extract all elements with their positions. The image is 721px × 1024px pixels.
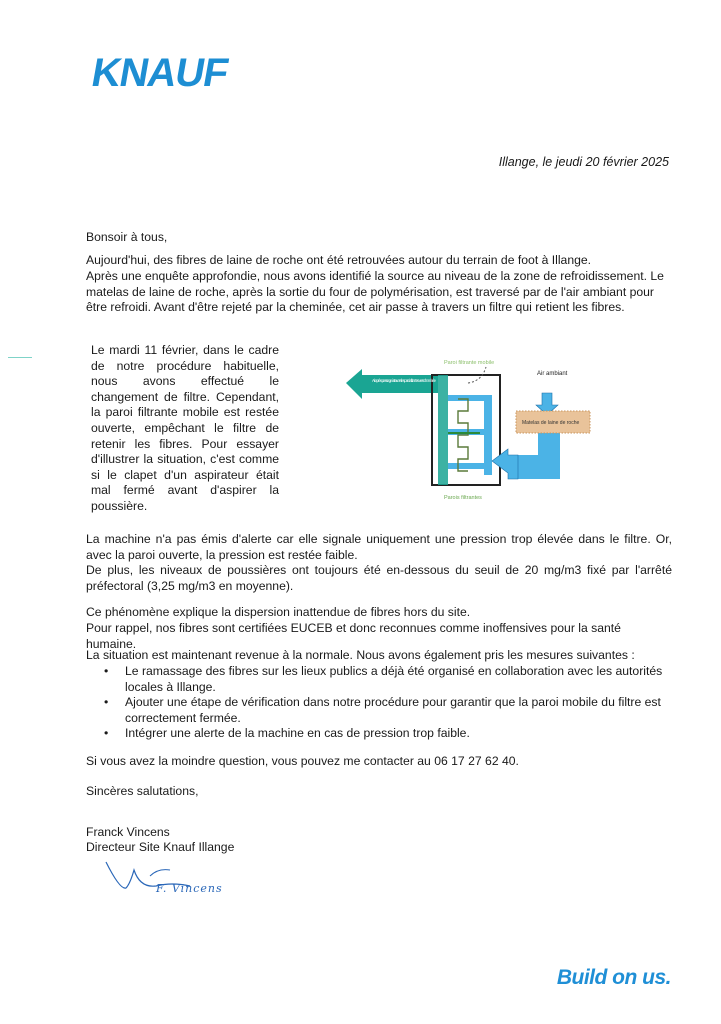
measure-item: • Ajouter une étape de vérification dans notre procédure pour garantir que la paroi mobile du filtre est correctement fermée. [104,695,672,726]
measures-list [104,664,672,742]
incident-paragraph: Le mardi 11 février, dans le cadre de notre procédure habituelle, nous avons effectué le changement de filtre. Cependant, la paroi filtrante mobile est restée ouverte, empêchant le filtre de retenir les fibres. Pour essayer d'illustrer la situation, c'est comme si le clapet d'un aspirateur était mal fermé avant d'aspirer la poussière. [91,343,279,513]
handwritten-signature [100,858,235,900]
margin-mark [8,357,32,358]
explanation-line-2: Pour rappel, nos fibres sont certifiées EUCEB et donc reconnues comme inoffensives pour la santé humaine. [86,621,621,651]
signature-text: F. Vincens [156,882,223,895]
measures-intro: La situation est maintenant revenue à la normale. Nous avons également pris les mesures suivantes : [86,648,635,662]
explanation-line-1: Ce phénomène explique la dispersion inattendue de fibres hors du site. [86,605,471,619]
intro-line-1: Aujourd'hui, des fibres de laine de roche ont été retrouvées autour du terrain de foot à Illange. [86,253,592,267]
filter-diagram [340,353,680,503]
label-ambient-air: Air ambiant [537,371,568,377]
measure-item: • Intégrer une alerte de la machine en cas de pression trop faible. [104,726,672,742]
exhaust-arrow [346,369,438,399]
pressure-paragraph: La machine n'a pas émis d'alerte car elle signale uniquement une pression trop élevée dans le filtre. Or, avec la paroi ouverte, la pression est restée faible. [86,532,672,562]
measure-item: • Le ramassage des fibres sur les lieux publics a déjà été organisé en collaboration avec les autorités locales à Illange. [104,664,672,695]
footer-tagline: Build on us. [556,966,671,989]
signer-title: Directeur Site Knauf Illange [86,840,235,854]
clean-air-channel [438,375,448,485]
label-mobile-wall: Paroi filtrante mobile [444,360,495,366]
dust-levels-paragraph: De plus, les niveaux de poussières ont toujours été en-dessous du seuil de 20 mg/m3 fixé par l'arrêté préfectoral (3,25 mg/m3 en moyenne). [86,563,672,593]
label-exhaust: Air après passage à travers les parois filtrantes vers cheminée [372,378,436,383]
intro-paragraph: Après une enquête approfondie, nous avons identifié la source au niveau de la zone de refroidissement. Le matelas de laine de roche, après la sortie du four de polymérisation, est traversé par de l'air ambiant pour être refroidi. Avant d'être rejeté par la cheminée, cet air passe à travers un filtre qui retient les fibres. [86,269,664,315]
greeting: Bonsoir à tous, [86,230,168,244]
logo-text: KNAUF [88,50,232,95]
ambient-inlet-arrow [492,449,518,479]
label-filter-walls: Parois filtrantes [444,495,482,501]
date-line: Illange, le jeudi 20 février 2025 [498,155,669,169]
ambient-duct-horizontal [516,455,560,479]
filter-wall-zigzag [458,399,468,471]
knauf-logo [86,40,232,100]
inner-air-path-bottom [448,463,492,469]
closing: Sincères salutations, [86,784,199,798]
contact-line: Si vous avez la moindre question, vous pouvez me contacter au 06 17 27 62 40. [86,754,519,768]
label-mat: Matelas de laine de roche [522,420,580,426]
signer-name: Franck Vincens [86,825,170,839]
